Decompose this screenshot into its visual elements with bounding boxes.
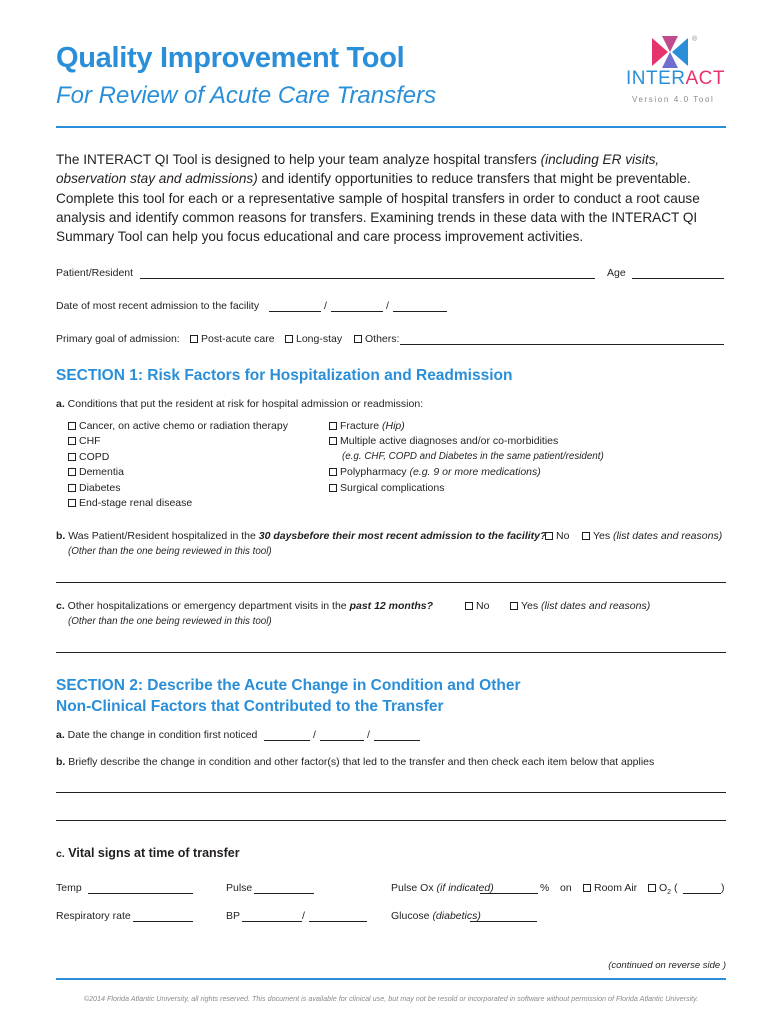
date-separator: / bbox=[313, 729, 316, 741]
bp-separator: / bbox=[302, 910, 305, 922]
o2-field[interactable] bbox=[683, 893, 721, 894]
o2-checkbox[interactable]: $O_2$ ( bbox=[648, 882, 678, 896]
glucose-label: Glucose (diabetics) bbox=[391, 910, 481, 922]
risk-diabetes-checkbox[interactable]: Diabetes bbox=[68, 482, 120, 494]
risk-surgical-checkbox[interactable]: Surgical complications bbox=[329, 482, 444, 494]
risk-copd-checkbox[interactable]: COPD bbox=[68, 451, 109, 463]
admission-month-field[interactable] bbox=[269, 311, 321, 312]
checkbox-icon bbox=[190, 335, 198, 343]
pulse-ox-label: Pulse Ox (if indicated) bbox=[391, 882, 494, 894]
pulse-label: Pulse bbox=[226, 882, 253, 894]
vitals-heading: c. Vital signs at time of transfer bbox=[56, 846, 240, 860]
header-divider bbox=[56, 126, 726, 128]
section1-heading: SECTION 1: Risk Factors for Hospitalization and Readmission bbox=[56, 367, 513, 384]
change-year-field[interactable] bbox=[374, 740, 420, 741]
temp-label: Temp bbox=[56, 882, 82, 894]
checkbox-icon bbox=[583, 884, 591, 892]
checkbox-icon bbox=[354, 335, 362, 343]
section2-b-question: b. Briefly describe the change in condition and other factor(s) that led to the transfer and then check each item below that applies bbox=[56, 756, 655, 768]
goal-others-field[interactable] bbox=[400, 344, 724, 345]
section2-a-question: a. Date the change in condition first noticed bbox=[56, 729, 258, 741]
risk-renal-checkbox[interactable]: End-stage renal disease bbox=[68, 497, 192, 509]
date-separator: / bbox=[386, 300, 389, 312]
checkbox-icon bbox=[648, 884, 656, 892]
admission-day-field[interactable] bbox=[331, 311, 383, 312]
section2-b-answer-line-1[interactable] bbox=[56, 792, 726, 793]
checkbox-icon bbox=[329, 437, 337, 445]
checkbox-icon bbox=[582, 532, 590, 540]
patient-field[interactable] bbox=[140, 278, 595, 279]
copyright-footer: ©2014 Florida Atlantic University, all rights reserved. This document is available for clinical use, but may not be resold or incorporated in software without permission of Florida Atlantic University. bbox=[83, 994, 699, 1003]
on-label: on bbox=[560, 882, 572, 894]
section2-b-answer-line-2[interactable] bbox=[56, 820, 726, 821]
section1-b-question: b. Was Patient/Resident hospitalized in the 30 daysbefore their most recent admission to the facility? bbox=[56, 530, 547, 542]
checkbox-icon bbox=[329, 422, 337, 430]
percent-label: % bbox=[540, 882, 550, 894]
glucose-field[interactable] bbox=[470, 921, 537, 922]
checkbox-icon bbox=[510, 602, 518, 610]
section1-c-yes-checkbox[interactable]: Yes (list dates and reasons) bbox=[510, 600, 650, 612]
risk-multiple-diagnoses-checkbox[interactable]: Multiple active diagnoses and/or co-morbidities bbox=[329, 435, 558, 447]
respiratory-label: Respiratory rate bbox=[56, 910, 131, 922]
risk-fracture-checkbox[interactable]: Fracture (Hip) bbox=[329, 420, 405, 432]
pulse-field[interactable] bbox=[254, 893, 314, 894]
age-field[interactable] bbox=[632, 278, 724, 279]
risk-chf-checkbox[interactable]: CHF bbox=[68, 435, 101, 447]
bp-diastolic-field[interactable] bbox=[309, 921, 367, 922]
room-air-checkbox[interactable]: Room Air bbox=[583, 882, 637, 894]
risk-multiple-note: (e.g. CHF, COPD and Diabetes in the same patient/resident) bbox=[342, 451, 604, 462]
checkbox-icon bbox=[68, 437, 76, 445]
section1-c-question: c. Other hospitalizations or emergency department visits in the past 12 months? bbox=[56, 600, 434, 612]
logo-wordmark: INTERACT bbox=[626, 68, 725, 89]
goal-long-stay-checkbox[interactable]: Long-stay bbox=[285, 333, 342, 345]
continued-note: (continued on reverse side ) bbox=[608, 960, 726, 971]
date-separator: / bbox=[367, 729, 370, 741]
checkbox-icon bbox=[68, 484, 76, 492]
pulse-ox-field[interactable] bbox=[480, 893, 538, 894]
registered-mark: ® bbox=[692, 36, 698, 43]
patient-label: Patient/Resident bbox=[56, 267, 134, 279]
checkbox-icon bbox=[68, 422, 76, 430]
checkbox-icon bbox=[545, 532, 553, 540]
checkbox-icon bbox=[465, 602, 473, 610]
footer-divider bbox=[56, 978, 726, 980]
section1-b-yes-checkbox[interactable]: Yes (list dates and reasons) bbox=[582, 530, 722, 542]
checkbox-icon bbox=[68, 453, 76, 461]
admission-year-field[interactable] bbox=[393, 311, 447, 312]
checkbox-icon bbox=[285, 335, 293, 343]
checkbox-icon bbox=[329, 468, 337, 476]
page-title: Quality Improvement Tool bbox=[56, 42, 405, 74]
section1-a-question: a. Conditions that put the resident at risk for hospital admission or readmission: bbox=[56, 398, 424, 410]
section1-c-no-checkbox[interactable]: No bbox=[465, 600, 489, 612]
temp-field[interactable] bbox=[88, 893, 193, 894]
date-separator: / bbox=[324, 300, 327, 312]
risk-dementia-checkbox[interactable]: Dementia bbox=[68, 466, 124, 478]
section1-c-note: (Other than the one being reviewed in this tool) bbox=[68, 616, 272, 627]
risk-cancer-checkbox[interactable]: Cancer, on active chemo or radiation therapy bbox=[68, 420, 288, 432]
change-month-field[interactable] bbox=[264, 740, 310, 741]
goal-others-checkbox[interactable]: Others: bbox=[354, 333, 399, 345]
section1-c-answer-line[interactable] bbox=[56, 652, 726, 653]
page-subtitle: For Review of Acute Care Transfers bbox=[56, 82, 437, 109]
section1-b-no-checkbox[interactable]: No bbox=[545, 530, 569, 542]
bp-label: BP bbox=[226, 910, 241, 922]
interact-logo-icon bbox=[650, 34, 690, 70]
section1-b-note: (Other than the one being reviewed in this tool) bbox=[68, 546, 272, 557]
age-label: Age bbox=[607, 267, 626, 279]
goal-label: Primary goal of admission: bbox=[56, 333, 180, 345]
goal-post-acute-checkbox[interactable]: Post-acute care bbox=[190, 333, 275, 345]
intro-paragraph: The INTERACT QI Tool is designed to help your team analyze hospital transfers (including ER visits, observation stay and admissions) and identify opportunities to reduce transfers that might be preventable. Complete this tool for each or a representative sample of hospital transfers in order to conduct a root cause analysis and identify common reasons for transfers. Examining trends in these data with the INTERACT QI Summary Tool can help you focus educational and care process improvement activities. bbox=[56, 152, 700, 245]
section2-heading: SECTION 2: Describe the Acute Change in Condition and Other Non-Clinical Factors that Contributed to the Transfer bbox=[56, 677, 521, 715]
section1-b-answer-line[interactable] bbox=[56, 582, 726, 583]
risk-polypharmacy-checkbox[interactable]: Polypharmacy (e.g. 9 or more medications) bbox=[329, 466, 541, 478]
checkbox-icon bbox=[68, 468, 76, 476]
o2-close-paren: ) bbox=[721, 882, 725, 894]
change-day-field[interactable] bbox=[320, 740, 364, 741]
logo-version: Version 4.0 Tool bbox=[632, 95, 715, 104]
admission-date-label: Date of most recent admission to the facility bbox=[56, 300, 260, 312]
bp-systolic-field[interactable] bbox=[242, 921, 302, 922]
checkbox-icon bbox=[68, 499, 76, 507]
respiratory-field[interactable] bbox=[133, 921, 193, 922]
checkbox-icon bbox=[329, 484, 337, 492]
